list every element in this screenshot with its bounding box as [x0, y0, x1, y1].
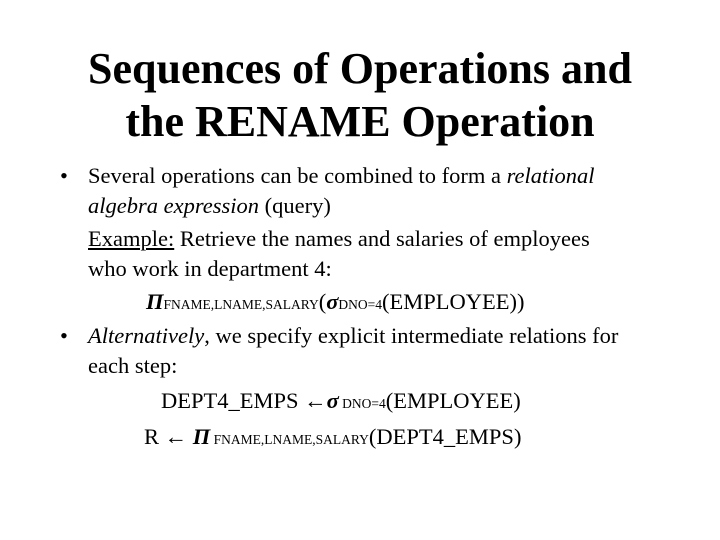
- title-line-2: the RENAME Operation: [125, 97, 595, 146]
- expression-3: [144, 422, 521, 455]
- bullet-1-marker: •: [60, 163, 68, 188]
- example-line-2: [88, 254, 332, 284]
- expression-2: [161, 386, 521, 419]
- pi-symbol: Π: [187, 424, 211, 449]
- bullet-2-text-a: Alternatively: [88, 323, 205, 348]
- assign-arrow: ←: [304, 388, 327, 413]
- projection-attributes: FNAME,LNAME,SALARY: [163, 297, 319, 312]
- open-paren: (: [318, 289, 327, 314]
- sigma-symbol: σ: [326, 289, 339, 314]
- slide-title: [0, 42, 720, 148]
- selection-condition: DNO=4: [338, 297, 383, 312]
- bullet-1-text-b: relational: [506, 163, 595, 188]
- bullet-2-line-2: [88, 351, 177, 381]
- expression-3-rest: (DEPT4_EMPS): [368, 424, 522, 449]
- bullet-1-text-c: algebra expression: [88, 193, 260, 218]
- example-text-b: who work in department 4:: [88, 256, 332, 281]
- assign-arrow: ←: [164, 424, 188, 449]
- example-label: Example:: [88, 226, 175, 251]
- sigma-symbol: σ: [326, 388, 339, 413]
- pi-symbol: Π: [146, 289, 164, 314]
- selection-condition: DNO=4: [338, 396, 386, 411]
- bullet-1-line-2: [88, 191, 331, 221]
- example-text-a: Retrieve the names and salaries of employees: [174, 226, 590, 251]
- bullet-2-text-c: each step:: [88, 353, 178, 378]
- expression-2-rest: (EMPLOYEE): [385, 388, 521, 413]
- bullet-2-marker: •: [60, 323, 68, 348]
- bullet-1-text-d: (query): [259, 193, 331, 218]
- expression-1: [146, 287, 525, 320]
- bullet-2-text-b: , we specify explicit intermediate relations for: [204, 323, 619, 348]
- expression-2-lhs: DEPT4_EMPS: [161, 388, 305, 413]
- projection-attributes: FNAME,LNAME,SALARY: [210, 432, 369, 447]
- bullet-1-text-a: Several operations can be combined to form a: [88, 163, 507, 188]
- example-line-1: [88, 224, 590, 254]
- title-line-1: Sequences of Operations and: [88, 44, 632, 93]
- expression-1-rest: (EMPLOYEE)): [382, 289, 525, 314]
- expression-3-lhs: R: [144, 424, 165, 449]
